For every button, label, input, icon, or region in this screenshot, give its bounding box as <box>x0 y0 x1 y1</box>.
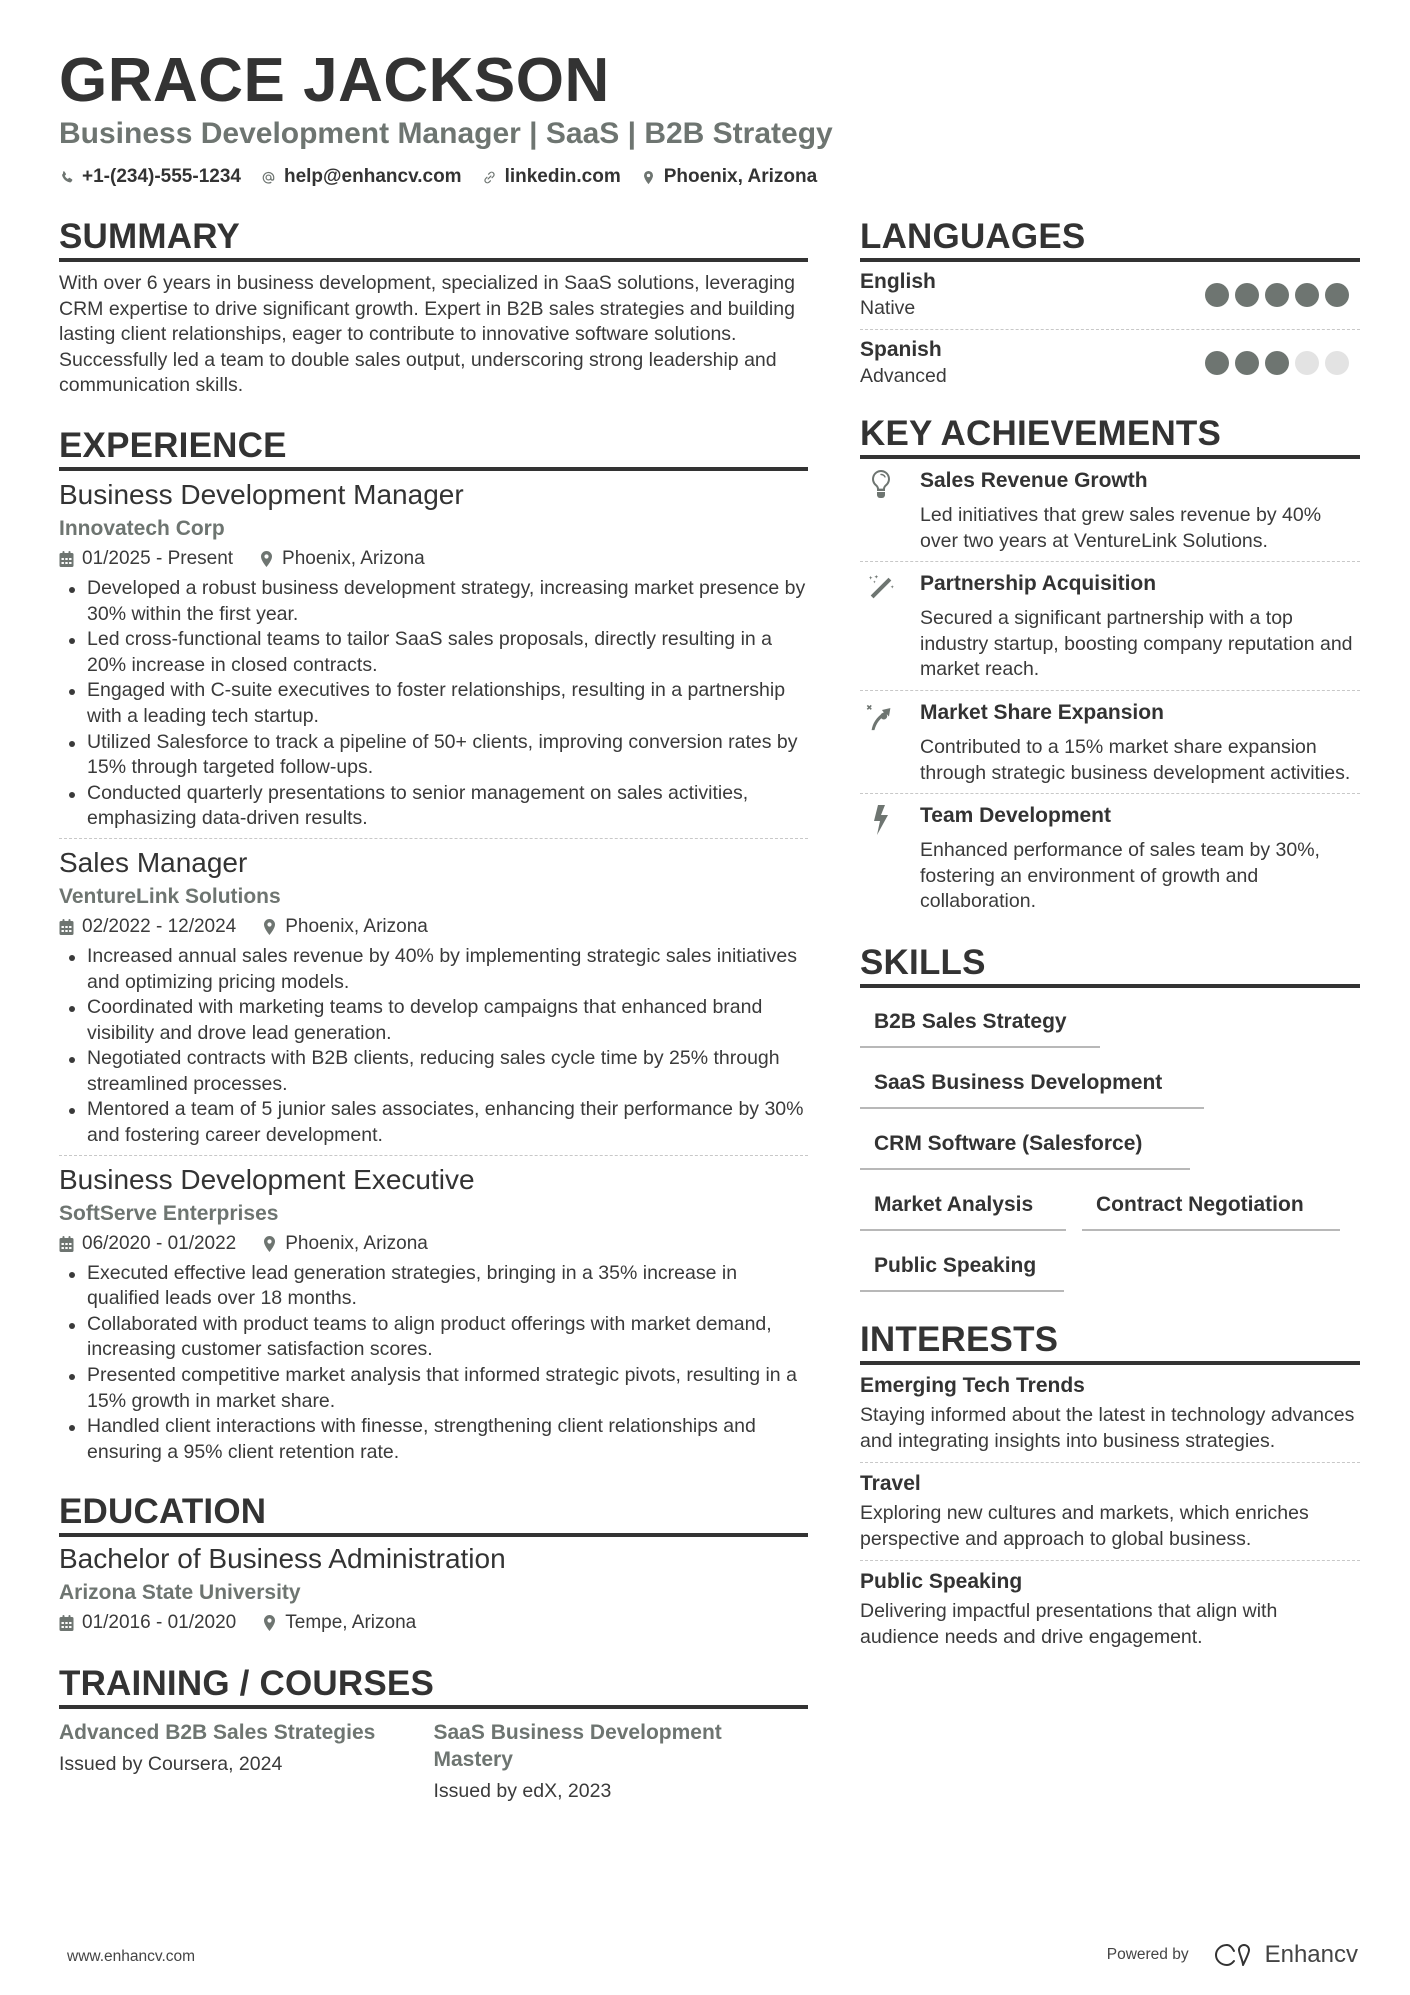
left-column <box>59 218 808 1805</box>
section-title: EDUCATION <box>59 1492 267 1532</box>
achievement-item <box>860 793 1360 922</box>
section-divider <box>59 1533 808 1537</box>
strategy-arrow-icon <box>860 699 920 786</box>
section-divider <box>59 258 808 262</box>
bullet-item: Led cross-functional teams to tailor SaaS sales proposals, directly resulting in a 20% increase in closed contracts. <box>59 627 808 678</box>
footer-website-link[interactable]: www.enhancv.com <box>67 1948 196 1965</box>
education-meta <box>59 1609 808 1637</box>
section-title: EXPERIENCE <box>59 425 287 465</box>
location-pin-icon <box>641 169 657 185</box>
job-bullets <box>59 576 808 832</box>
rating-dot-filled <box>1295 283 1319 307</box>
course-issuer: Issued by edX, 2023 <box>433 1780 612 1803</box>
enhancv-logo[interactable] <box>1213 1941 1358 1969</box>
bullet-item: Coordinated with marketing teams to develop campaigns that enhanced brand visibility and drove lead generation. <box>59 995 808 1046</box>
location-text: Phoenix, Arizona <box>663 166 818 187</box>
training-section <box>59 1665 808 1805</box>
interests-section <box>860 1321 1360 1659</box>
job-entry <box>59 477 808 838</box>
rating-dot-filled <box>1235 351 1259 375</box>
resume-header <box>59 44 1359 188</box>
calendar-icon <box>59 551 74 567</box>
interest-item <box>860 1560 1360 1658</box>
achievement-title: Partnership Acquisition <box>920 572 1157 596</box>
section-title: SUMMARY <box>59 217 240 256</box>
rating-dot-filled <box>1205 283 1229 307</box>
skill-tag: B2B Sales Strategy <box>860 994 1100 1048</box>
interest-item <box>860 1462 1360 1560</box>
interest-item <box>860 1365 1360 1462</box>
job-meta <box>59 1230 808 1258</box>
bullet-item: Negotiated contracts with B2B clients, reducing sales cycle time by 25% through streamlined processes. <box>59 1046 808 1097</box>
proficiency-dots <box>1205 283 1360 307</box>
bullet-item: Developed a robust business development strategy, increasing market presence by 30% within the first year. <box>59 576 808 627</box>
interest-title: Emerging Tech Trends <box>860 1373 1085 1397</box>
interest-description: Staying informed about the latest in technology advances and integrating insights into business strategies. <box>860 1403 1355 1452</box>
experience-section <box>59 427 808 1471</box>
language-item <box>860 329 1360 397</box>
location-pin-icon <box>262 1236 277 1252</box>
degree-title: Bachelor of Business Administration <box>59 1543 506 1575</box>
interest-description: Delivering impactful presentations that align with audience needs and drive engagement. <box>860 1600 1278 1648</box>
bullet-item: Increased annual sales revenue by 40% by implementing strategic sales initiatives and optimizing pricing models. <box>59 944 808 995</box>
job-dates: 02/2022 - 12/2024 <box>59 913 236 941</box>
location-pin-icon <box>259 551 274 567</box>
job-title: Business Development Executive <box>59 1163 475 1195</box>
education-section <box>59 1493 808 1637</box>
bullet-item: Executed effective lead generation strategies, bringing in a 35% increase in qualified leads over 18 months. <box>59 1261 808 1312</box>
rating-dot-empty <box>1295 351 1319 375</box>
job-meta <box>59 545 808 573</box>
powered-by-label: Powered by <box>1106 1946 1189 1963</box>
brand-name: Enhancv <box>1264 1941 1358 1968</box>
candidate-headline: Business Development Manager | SaaS | B2B Strategy <box>59 117 833 150</box>
skill-tag: CRM Software (Salesforce) <box>860 1116 1190 1170</box>
interest-title: Travel <box>860 1472 921 1496</box>
linkedin-text: linkedin.com <box>504 166 621 187</box>
interest-title: Public Speaking <box>860 1570 1023 1594</box>
at-icon <box>261 169 277 185</box>
contact-info <box>59 166 1359 188</box>
achievement-item <box>860 561 1360 690</box>
right-column <box>860 218 1360 1659</box>
section-title: TRAINING / COURSES <box>59 1664 435 1704</box>
lightbulb-icon <box>860 467 920 554</box>
achievements-section <box>860 415 1360 922</box>
job-title: Business Development Manager <box>59 478 464 510</box>
language-level: Native <box>860 297 916 319</box>
languages-section <box>860 218 1360 397</box>
phone-text: +1-(234)-555-1234 <box>82 166 241 187</box>
rating-dot-filled <box>1265 283 1289 307</box>
contact-linkedin[interactable] <box>482 166 621 188</box>
section-title: SKILLS <box>860 942 986 982</box>
language-name: English <box>860 270 936 293</box>
language-level: Advanced <box>860 365 947 387</box>
bullet-item: Mentored a team of 5 junior sales associates, enhancing their performance by 30% and fostering career development. <box>59 1097 808 1148</box>
summary-section <box>59 218 808 399</box>
section-divider <box>59 1705 808 1709</box>
location-pin-icon <box>262 1615 277 1631</box>
skill-tag: Public Speaking <box>860 1238 1064 1292</box>
company-name: Innovatech Corp <box>59 516 225 540</box>
job-entry <box>59 838 808 1155</box>
course-item <box>434 1719 809 1805</box>
education-dates: 01/2016 - 01/2020 <box>59 1609 236 1637</box>
skill-list <box>860 994 1360 1299</box>
job-dates: 01/2025 - Present <box>59 545 233 573</box>
job-location: Phoenix, Arizona <box>259 545 425 573</box>
company-name: SoftServe Enterprises <box>59 1201 279 1225</box>
location-pin-icon <box>262 919 277 935</box>
magic-wand-icon <box>860 570 920 683</box>
course-title: Advanced B2B Sales Strategies <box>59 1721 376 1745</box>
job-dates: 06/2020 - 01/2022 <box>59 1230 236 1258</box>
skill-tag: Market Analysis <box>860 1177 1066 1231</box>
skills-section <box>860 944 1360 1299</box>
job-title: Sales Manager <box>59 846 248 878</box>
achievement-description: Led initiatives that grew sales revenue by 40% over two years at VentureLink Solutions. <box>920 504 1322 552</box>
achievement-title: Team Development <box>920 804 1111 828</box>
enhancv-logo-icon <box>1213 1942 1257 1968</box>
achievement-description: Secured a significant partnership with a top industry startup, boosting company reputation and market reach. <box>920 607 1353 681</box>
skill-tag: Contract Negotiation <box>1082 1177 1340 1231</box>
language-item <box>860 262 1360 329</box>
job-bullets <box>59 1261 808 1466</box>
lightning-bolt-icon <box>860 802 920 915</box>
skill-tag: SaaS Business Development <box>860 1055 1204 1109</box>
section-title: LANGUAGES <box>860 217 1086 256</box>
section-divider <box>860 984 1360 988</box>
bullet-item: Utilized Salesforce to track a pipeline of 50+ clients, improving conversion rates by 15% through targeted follow-ups. <box>59 730 808 781</box>
phone-icon <box>59 169 75 185</box>
contact-location <box>641 166 817 188</box>
bullet-item: Presented competitive market analysis that informed strategic pivots, resulting in a 15% growth in market share. <box>59 1363 808 1414</box>
achievement-description: Enhanced performance of sales team by 30%, fostering an environment of growth and collaboration. <box>920 839 1320 913</box>
company-name: VentureLink Solutions <box>59 884 281 908</box>
interest-description: Exploring new cultures and markets, which enriches perspective and approach to global business. <box>860 1502 1309 1550</box>
calendar-icon <box>59 919 74 935</box>
achievement-item <box>860 690 1360 793</box>
section-divider <box>59 467 808 471</box>
bullet-item: Engaged with C-suite executives to foster relationships, resulting in a partnership with a leading tech startup. <box>59 678 808 729</box>
course-issuer: Issued by Coursera, 2024 <box>59 1753 283 1776</box>
proficiency-dots <box>1205 351 1360 375</box>
job-entry <box>59 1155 808 1472</box>
school-name: Arizona State University <box>59 1581 301 1605</box>
bullet-item: Handled client interactions with finesse, strengthening client relationships and ensuring a 95% client retention rate. <box>59 1414 808 1465</box>
summary-text: With over 6 years in business development, specialized in SaaS solutions, leveraging CRM expertise to drive significant growth. Expert in B2B sales strategies and building lasting client relationships, eager to contribute to innovative software solutions. Successfully led a team to double sales output, underscoring strong leadership and communication skills. <box>59 272 795 397</box>
bullet-item: Conducted quarterly presentations to senior management on sales activities, emphasizing data-driven results. <box>59 781 808 832</box>
rating-dot-filled <box>1235 283 1259 307</box>
calendar-icon <box>59 1236 74 1252</box>
contact-email[interactable] <box>261 166 462 188</box>
footer-branding <box>1107 1941 1358 1969</box>
candidate-name: GRACE JACKSON <box>59 46 610 115</box>
achievement-title: Sales Revenue Growth <box>920 469 1148 492</box>
achievement-item <box>860 459 1360 561</box>
course-list <box>59 1719 808 1805</box>
calendar-icon <box>59 1615 74 1631</box>
language-name: Spanish <box>860 338 942 361</box>
link-icon <box>482 169 498 185</box>
achievement-title: Market Share Expansion <box>920 700 1164 724</box>
course-title: SaaS Business Development Mastery <box>433 1721 722 1772</box>
education-location: Tempe, Arizona <box>262 1609 416 1637</box>
section-title: INTERESTS <box>860 1319 1059 1359</box>
job-location: Phoenix, Arizona <box>262 913 428 941</box>
course-item <box>59 1719 434 1805</box>
rating-dot-empty <box>1325 351 1349 375</box>
rating-dot-filled <box>1205 351 1229 375</box>
bullet-item: Collaborated with product teams to align product offerings with market demand, increasing customer satisfaction scores. <box>59 1312 808 1363</box>
rating-dot-filled <box>1325 283 1349 307</box>
achievement-description: Contributed to a 15% market share expansion through strategic business development activities. <box>920 735 1351 784</box>
job-meta <box>59 913 808 941</box>
contact-phone[interactable] <box>59 166 241 188</box>
rating-dot-filled <box>1265 351 1289 375</box>
section-title: KEY ACHIEVEMENTS <box>860 414 1222 453</box>
job-bullets <box>59 944 808 1149</box>
job-location: Phoenix, Arizona <box>262 1230 428 1258</box>
email-text: help@enhancv.com <box>283 166 462 187</box>
